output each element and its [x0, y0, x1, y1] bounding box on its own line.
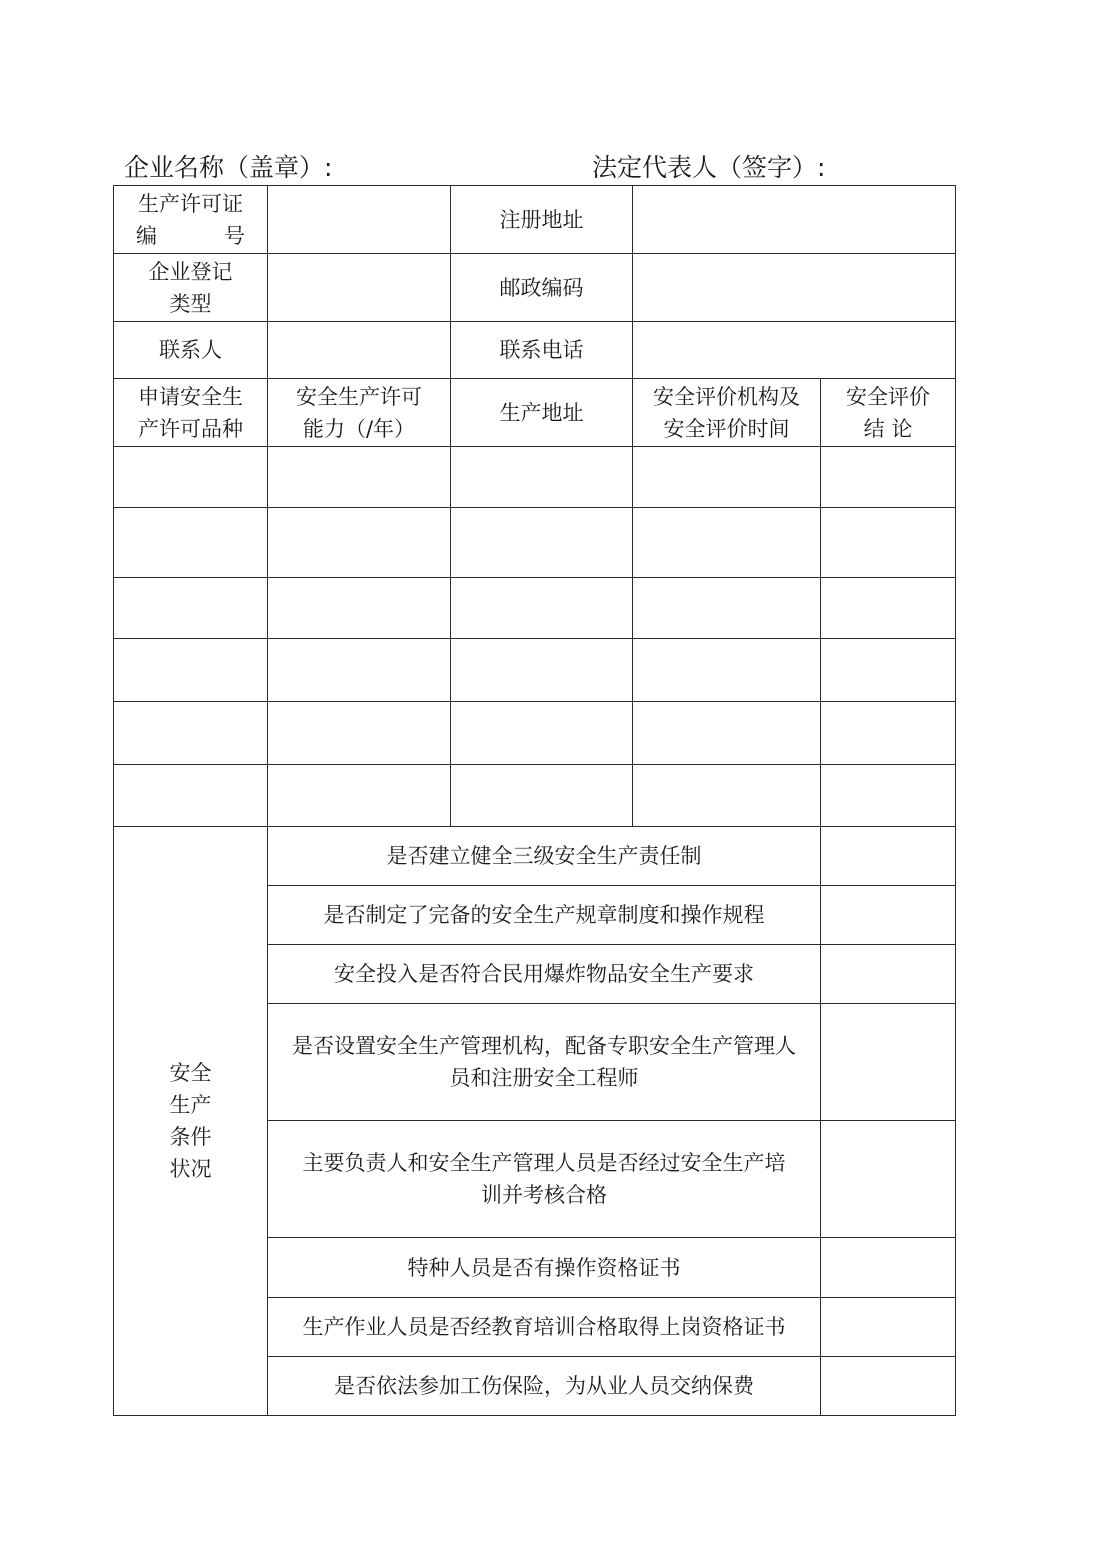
- product-entry-cell[interactable]: [633, 508, 821, 578]
- contact-person-label: 联系人: [114, 322, 268, 379]
- safety-condition-question: 特种人员是否有操作资格证书: [268, 1238, 821, 1298]
- postal-code-field[interactable]: [633, 254, 956, 322]
- product-entry-cell[interactable]: [268, 578, 451, 639]
- registration-type-label: 企业登记 类型: [114, 254, 268, 322]
- product-entry-row: [114, 447, 956, 508]
- safety-condition-answer[interactable]: [821, 827, 956, 886]
- product-entry-cell[interactable]: [633, 702, 821, 765]
- product-entry-cell[interactable]: [821, 508, 956, 578]
- safety-condition-answer[interactable]: [821, 886, 956, 945]
- product-entry-cell[interactable]: [268, 702, 451, 765]
- safety-condition-question: 是否依法参加工伤保险，为从业人员交纳保费: [268, 1357, 821, 1416]
- product-entry-cell[interactable]: [633, 765, 821, 827]
- application-form-table: [113, 185, 956, 1416]
- product-column-header: 生产地址: [451, 379, 633, 447]
- product-entry-row: [114, 702, 956, 765]
- product-entry-cell[interactable]: [451, 639, 633, 702]
- postal-code-label: 邮政编码: [451, 254, 633, 322]
- safety-section-title: 安全 生产 条件 状况: [114, 827, 268, 1416]
- safety-condition-answer[interactable]: [821, 1298, 956, 1357]
- registered-address-field[interactable]: [633, 186, 956, 254]
- product-entry-row: [114, 639, 956, 702]
- product-header-row: [114, 379, 956, 447]
- product-entry-cell[interactable]: [268, 508, 451, 578]
- product-entry-cell[interactable]: [268, 447, 451, 508]
- product-entry-cell[interactable]: [451, 578, 633, 639]
- product-entry-cell[interactable]: [821, 447, 956, 508]
- company-name-label: 企业名称（盖章）:: [124, 153, 333, 182]
- product-column-header: 安全评价 结 论: [821, 379, 956, 447]
- legal-representative-label: 法定代表人（签字）:: [592, 153, 826, 182]
- product-entry-cell[interactable]: [114, 508, 268, 578]
- safety-condition-question: 主要负责人和安全生产管理人员是否经过安全生产培 训并考核合格: [268, 1121, 821, 1238]
- product-column-header: 安全生产许可 能力（/年）: [268, 379, 451, 447]
- safety-condition-answer[interactable]: [821, 945, 956, 1004]
- product-entry-cell[interactable]: [633, 578, 821, 639]
- license-number-row: [114, 186, 956, 254]
- product-entry-row: [114, 508, 956, 578]
- contact-person-field[interactable]: [268, 322, 451, 379]
- product-entry-cell[interactable]: [451, 447, 633, 508]
- product-entry-cell[interactable]: [821, 765, 956, 827]
- product-entry-cell[interactable]: [451, 702, 633, 765]
- product-entry-cell[interactable]: [821, 639, 956, 702]
- product-entry-cell[interactable]: [451, 508, 633, 578]
- product-column-header: 申请安全生 产许可品种: [114, 379, 268, 447]
- safety-condition-question: 是否设置安全生产管理机构，配备专职安全生产管理人 员和注册安全工程师: [268, 1004, 821, 1121]
- safety-condition-question: 是否制定了完备的安全生产规章制度和操作规程: [268, 886, 821, 945]
- safety-condition-answer[interactable]: [821, 1121, 956, 1238]
- product-entry-cell[interactable]: [633, 639, 821, 702]
- contact-phone-label: 联系电话: [451, 322, 633, 379]
- license-number-label: 生产许可证 编 号: [114, 186, 268, 254]
- product-entry-cell[interactable]: [114, 578, 268, 639]
- safety-condition-question: 是否建立健全三级安全生产责任制: [268, 827, 821, 886]
- contact-phone-field[interactable]: [633, 322, 956, 379]
- safety-condition-row: [114, 827, 956, 886]
- product-entry-cell[interactable]: [114, 765, 268, 827]
- product-entry-cell[interactable]: [114, 702, 268, 765]
- product-entry-cell[interactable]: [451, 765, 633, 827]
- safety-condition-question: 生产作业人员是否经教育培训合格取得上岗资格证书: [268, 1298, 821, 1357]
- registration-type-field[interactable]: [268, 254, 451, 322]
- safety-condition-answer[interactable]: [821, 1004, 956, 1121]
- product-entry-cell[interactable]: [268, 765, 451, 827]
- safety-condition-answer[interactable]: [821, 1238, 956, 1298]
- license-number-field[interactable]: [268, 186, 451, 254]
- registered-address-label: 注册地址: [451, 186, 633, 254]
- safety-condition-answer[interactable]: [821, 1357, 956, 1416]
- product-column-header: 安全评价机构及 安全评价时间: [633, 379, 821, 447]
- product-entry-cell[interactable]: [821, 578, 956, 639]
- registration-type-row: [114, 254, 956, 322]
- product-entry-cell[interactable]: [821, 702, 956, 765]
- product-entry-cell[interactable]: [114, 639, 268, 702]
- contact-row: [114, 322, 956, 379]
- product-entry-row: [114, 578, 956, 639]
- product-entry-cell[interactable]: [268, 639, 451, 702]
- product-entry-row: [114, 765, 956, 827]
- product-entry-cell[interactable]: [114, 447, 268, 508]
- safety-condition-question: 安全投入是否符合民用爆炸物品安全生产要求: [268, 945, 821, 1004]
- product-entry-cell[interactable]: [633, 447, 821, 508]
